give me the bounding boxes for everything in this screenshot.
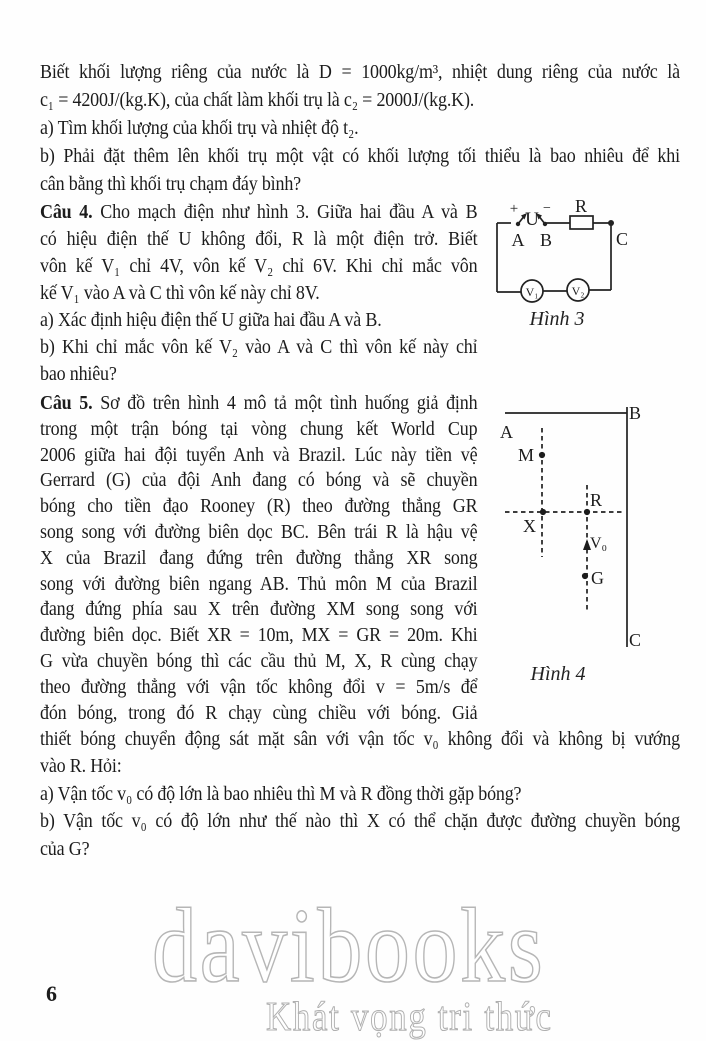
- terminal-a-dot: [516, 222, 520, 226]
- terminal-b-dot: [543, 222, 547, 226]
- text-line: song với đường biên ngang AB. Thủ môn M của Brazil: [40, 572, 478, 595]
- text-line: theo đường thẳng với vận tốc không đổi v = 5m/s để: [40, 675, 478, 698]
- text-line: có hiệu điện thế U không đổi, R là một điện trở. Biết: [40, 228, 478, 250]
- player-x-label: X: [523, 516, 536, 536]
- corner-b-label: B: [629, 403, 642, 423]
- u-label: U: [525, 209, 539, 230]
- player-dots: [539, 452, 591, 579]
- a-label: A: [511, 230, 525, 250]
- cau4-paragraph: [40, 199, 477, 388]
- text-line: [40, 391, 477, 417]
- minus-label: −: [543, 201, 551, 216]
- text-line: 2006 giữa hai đội tuyển Anh và Brazil. Lúc này tiền vệ: [40, 443, 478, 466]
- text-line: a) Xác định hiệu điện thế U giữa hai đầu A và B.: [40, 309, 382, 331]
- text-segment: Sơ đồ trên hình 4 mô tả một tình huống giả định: [92, 392, 478, 414]
- text-line: trong một trận bóng tại vòng chung kết World Cup: [40, 417, 478, 440]
- figure3-caption: Hình 3: [529, 308, 585, 330]
- text-line: đường biên dọc. Biết XR = 10m, MX = GR = 20m. Khi: [40, 624, 478, 647]
- text-line: Biết khối lượng riêng của nước là D = 1000kg/m³, nhiệt dung riêng của nước là: [40, 61, 680, 83]
- corner-a-label: A: [500, 422, 513, 442]
- watermark-brand: davibooks: [152, 887, 546, 1004]
- text-line: đang đứng phía sau X trên đường XM song song với: [40, 598, 478, 621]
- ball-velocity-label: V₀: [590, 535, 608, 552]
- circuit-wires: [497, 215, 611, 302]
- text-line: [40, 199, 477, 226]
- text-line: đón bóng, trong đó R chạy cùng chiều với bóng. Giả: [40, 701, 478, 724]
- figure-pitch-hinh4: [488, 395, 706, 695]
- cau5-tail-paragraph: [40, 726, 680, 863]
- page-number: 6: [46, 981, 57, 1006]
- text-line: a) Tìm khối lượng của khối trụ và nhiệt độ t₂.: [40, 117, 359, 139]
- text-line: bóng cho tiền đạo Rooney (R) theo đường thẳng GR: [40, 495, 478, 518]
- cau5-label: Câu 5.: [40, 392, 93, 414]
- player-g-dot: [582, 573, 588, 579]
- resistor-symbol: [570, 216, 593, 229]
- text-line: b) Phải đặt thêm lên khối trụ một vật có khối lượng tối thiểu là bao nhiêu để khi: [40, 145, 680, 167]
- r-label: R: [574, 196, 588, 216]
- text-line: X của Brazil đang đứng trên đường thẳng XR song: [40, 546, 478, 569]
- voltmeter2-label: V₂: [571, 284, 585, 298]
- text-line: kế V₁ vào A và C thì vôn kế này chỉ 8V.: [40, 282, 320, 304]
- player-x-dot: [540, 509, 546, 515]
- text-segment: Cho mạch điện như hình 3. Giữa hai đầu A và B: [92, 201, 478, 223]
- figure-circuit-hinh3: [494, 196, 646, 344]
- voltmeter1-label: V₁: [525, 285, 539, 299]
- b-label: B: [539, 230, 553, 250]
- pitch-diagram: [488, 395, 706, 695]
- player-g-label: G: [591, 568, 604, 588]
- cau4-label: Câu 4.: [40, 201, 93, 223]
- text-line: bao nhiêu?: [40, 363, 117, 385]
- c-label: C: [616, 229, 629, 249]
- node-c-dot: [608, 220, 614, 226]
- player-m-dot: [539, 452, 545, 458]
- cau5-paragraph: [40, 391, 477, 726]
- plus-label: +: [509, 201, 519, 217]
- text-line: b) Khi chỉ mắc vôn kế V₂ vào A và C thì vôn kế này chỉ: [40, 336, 478, 358]
- text-line: c₁ = 4200J/(kg.K), của chất làm khối trụ là c₂ = 2000J/(kg.K).: [40, 89, 475, 111]
- player-r-label: R: [590, 490, 603, 510]
- text-line: Gerrard (G) của đội Anh đang có bóng và sẽ chuyền: [40, 469, 478, 492]
- corner-c-label: C: [629, 630, 642, 650]
- watermark-tagline: Khát vọng tri thức: [266, 993, 553, 1039]
- text-line: a) Vận tốc v₀ có độ lớn là bao nhiêu thì M và R đồng thời gặp bóng?: [40, 782, 522, 805]
- text-line: G vừa chuyền bóng thì các cầu thủ M, X, R cùng chạy: [40, 649, 478, 672]
- text-line: của G?: [40, 837, 90, 860]
- player-m-label: M: [517, 445, 534, 465]
- text-line: song song với đường biên dọc BC. Bên trái R là hậu vệ: [40, 520, 478, 543]
- text-line: vôn kế V₁ chỉ 4V, vôn kế V₂ chỉ 6V. Khi chỉ mắc vôn: [40, 255, 478, 277]
- text-line: thiết bóng chuyển động sát mặt sân với vận tốc v₀ không đổi và không bị vướng: [40, 728, 680, 750]
- figure4-caption: Hình 4: [530, 663, 586, 685]
- text-line: cân bằng thì khối trụ chạm đáy bình?: [40, 173, 301, 195]
- text-line: vào R. Hỏi:: [40, 755, 122, 778]
- intro-paragraph: [40, 58, 680, 198]
- text-line: b) Vận tốc v₀ có độ lớn như thế nào thì X có thể chặn được đường chuyền bóng: [40, 810, 680, 833]
